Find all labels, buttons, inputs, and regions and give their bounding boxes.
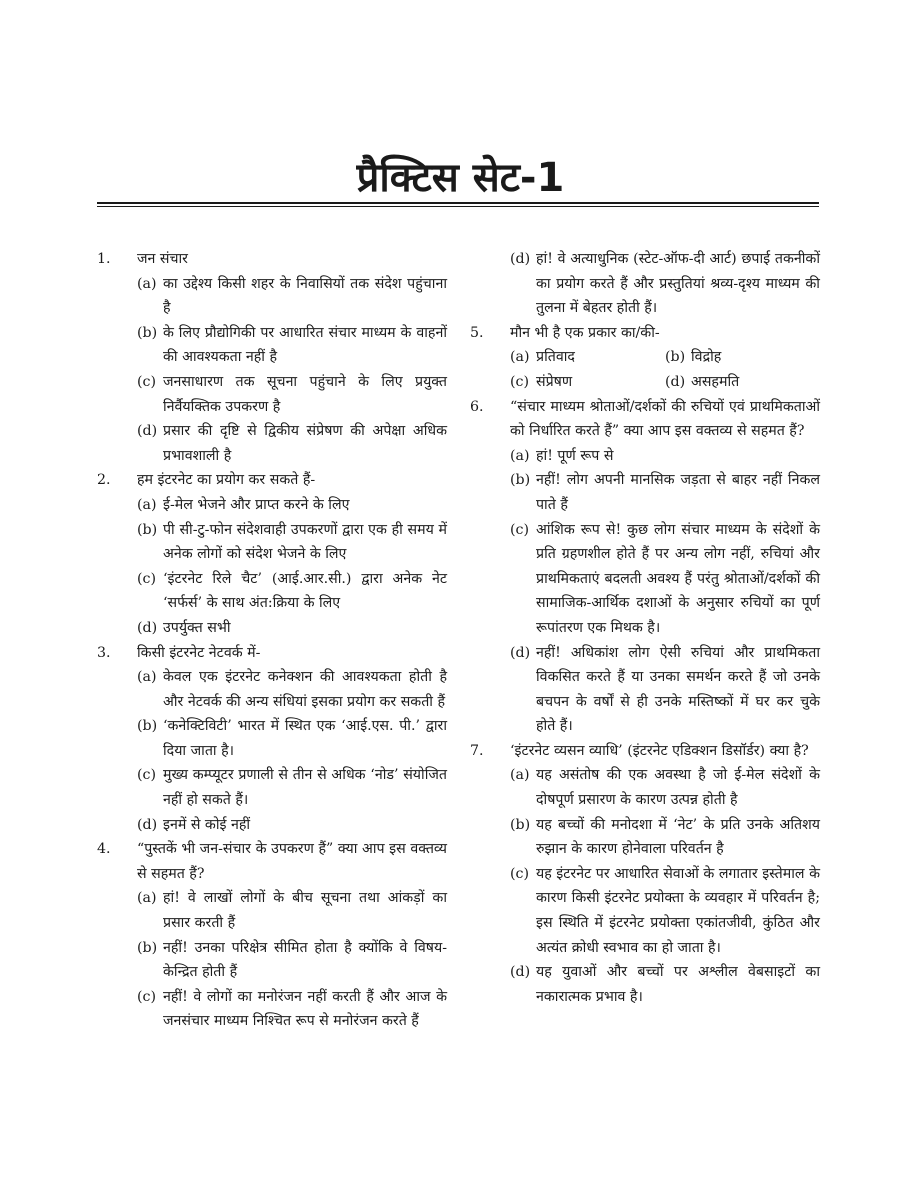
option-text: पी सी-टु-फोन संदेशवाही उपकरणों द्वारा एक ही समय में अनेक लोगों को संदेश भेजने के लिए — [163, 521, 447, 563]
option-label: (b) — [510, 472, 531, 489]
option-label: (a) — [137, 275, 157, 292]
option-text: मुख्य कम्प्यूटर प्रणाली से तीन से अधिक ‘नोड’ संयोजित नहीं हो सकते हैं। — [163, 767, 447, 809]
question-number: 4. — [97, 841, 111, 858]
option-a — [510, 345, 665, 370]
option-text: नहीं! वे लोगों का मनोरंजन नहीं करती हैं और आज के जनसंचार माध्यम निश्चित रूप से मनोरंजन करते हैं — [163, 988, 447, 1030]
question-4-continued — [470, 247, 820, 321]
option-text: यह असंतोष की एक अवस्था है जो ई-मेल संदेशों के दोषपूर्ण प्रसारण के कारण उत्पन्न होती है — [536, 767, 820, 809]
option-a — [510, 444, 820, 469]
option-label: (c) — [137, 373, 157, 390]
option-text: आंशिक रूप से! कुछ लोग संचार माध्यम के संदेशों के प्रति ग्रहणशील होते हैं पर अन्य लोग नहीं, रुचियां और प्राथमिकताएं बदलती अवश्य हैं परंतु श्रोताओं/दर्शकों की सामाजिक-आर्थिक दशाओं के अनुसार रुचियों का पूर्ण रूपांतरण एक मिथक है। — [536, 521, 820, 636]
question-2 — [97, 468, 447, 640]
option-text: यह इंटरनेट पर आधारित सेवाओं के लगातार इस्तेमाल के कारण किसी इंटरनेट प्रयोक्ता के व्यवहार में परिवर्तन है; इस स्थिति में इंटरनेट प्रयोक्ता एकांतजीवी, कुंठित और अत्यंत क्रोधी स्वभाव का हो जाता है। — [536, 865, 820, 956]
option-label: (a) — [510, 767, 530, 784]
option-label: (d) — [137, 423, 158, 440]
option-text: प्रसार की दृष्टि से द्विकीय संप्रेषण की अपेक्षा अधिक प्रभावशाली है — [163, 423, 447, 464]
left-column — [97, 247, 447, 1034]
page-title: प्रैक्टिस सेट-1 — [356, 155, 565, 201]
option-label: (c) — [137, 988, 157, 1005]
option-c — [510, 370, 665, 395]
question-stem: जन संचार — [137, 251, 188, 267]
option-label: (a) — [137, 669, 157, 686]
option-text: विद्रोह — [691, 349, 722, 366]
option-d — [137, 419, 447, 468]
question-stem: “पुस्तकें भी जन-संचार के उपकरण हैं” क्या आप इस वक्तव्य से सहमत हैं? — [137, 841, 447, 882]
option-label: (c) — [510, 521, 530, 538]
option-text: जनसाधारण तक सूचना पहुंचाने के लिए प्रयुक्त निर्वैयक्तिक उपकरण है — [163, 373, 447, 415]
options-grid — [510, 345, 820, 394]
option-b — [510, 468, 820, 517]
option-b — [137, 936, 447, 985]
option-d — [137, 813, 447, 838]
option-label: (d) — [137, 619, 158, 636]
option-label: (d) — [510, 644, 531, 661]
option-d — [510, 247, 820, 321]
option-b — [137, 518, 447, 567]
option-c — [137, 567, 447, 616]
option-text: नहीं! अधिकांश लोग ऐसी रुचियां और प्राथमिकता विकसित करते हैं या उनका समर्थन करते हैं जो उनके बचपन के वर्षों से ही उनके मस्तिष्कों में घर कर चुके होते हैं। — [536, 644, 820, 735]
option-label: (c) — [510, 865, 530, 882]
right-column — [470, 247, 820, 1009]
option-d — [137, 616, 447, 641]
option-a — [510, 763, 820, 812]
option-b — [665, 345, 815, 370]
option-d — [510, 960, 820, 1009]
option-label: (b) — [665, 349, 686, 366]
option-text: उपर्युक्त सभी — [163, 619, 231, 636]
option-text: ई-मेल भेजने और प्राप्त करने के लिए — [163, 496, 350, 513]
option-label: (b) — [137, 521, 158, 538]
option-label: (b) — [137, 939, 158, 956]
option-label: (b) — [137, 718, 158, 735]
option-text: केवल एक इंटरनेट कनेक्शन की आवश्यकता होती है और नेटवर्क की अन्य संधियां इसका प्रयोग कर सकती हैं — [163, 669, 447, 710]
question-4 — [97, 837, 447, 1034]
option-label: (b) — [137, 324, 158, 341]
option-text: प्रतिवाद — [536, 349, 575, 366]
option-a — [137, 493, 447, 518]
option-label: (a) — [510, 349, 530, 366]
option-label: (c) — [137, 767, 157, 784]
title-divider-thin — [97, 206, 819, 207]
option-text: हां! पूर्ण रूप से — [536, 447, 614, 464]
option-a — [137, 886, 447, 935]
option-text: का उद्देश्य किसी शहर के निवासियों तक संदेश पहुंचाना है — [163, 275, 447, 317]
option-label: (d) — [137, 816, 158, 833]
option-label: (d) — [510, 964, 531, 981]
question-stem: हम इंटरनेट का प्रयोग कर सकते हैं- — [137, 472, 316, 489]
option-text: हां! वे अत्याधुनिक (स्टेट-ऑफ-दी आर्ट) छपाई तकनीकों का प्रयोग करते हैं और प्रस्तुतियां श्रव्य-दृश्य माध्यम की तुलना में बेहतर होती हैं। — [536, 251, 820, 317]
question-number: 3. — [97, 644, 111, 661]
option-label: (d) — [665, 373, 686, 390]
option-label: (a) — [137, 496, 157, 513]
option-label: (b) — [510, 816, 531, 833]
question-3 — [97, 641, 447, 838]
option-text: नहीं! लोग अपनी मानसिक जड़ता से बाहर नहीं निकल पाते हैं — [536, 472, 820, 513]
option-a — [137, 272, 447, 321]
option-text: हां! वे लाखों लोगों के बीच सूचना तथा आंकड़ों का प्रसार करती हैं — [163, 890, 447, 932]
option-label: (c) — [137, 570, 157, 587]
option-label: (c) — [510, 373, 530, 390]
option-b — [137, 714, 447, 763]
option-text: ‘कनेक्टिविटी’ भारत में स्थित एक ‘आई.एस. पी.’ द्वारा दिया जाता है। — [163, 718, 447, 759]
option-text: नहीं! उनका परिक्षेत्र सीमित होता है क्योंकि वे विषय-केन्द्रित होती हैं — [163, 939, 447, 981]
question-5 — [470, 321, 820, 395]
option-b — [137, 321, 447, 370]
option-d — [665, 370, 815, 395]
option-c — [510, 862, 820, 960]
question-stem: ‘इंटरनेट व्यसन व्याधि’ (इंटरनेट एडिक्शन डिसॉर्डर) क्या है? — [510, 742, 809, 759]
option-c — [137, 763, 447, 812]
question-number: 5. — [470, 324, 484, 341]
question-1 — [97, 247, 447, 468]
option-text: असहमति — [691, 373, 740, 390]
option-a — [137, 665, 447, 714]
question-6 — [470, 395, 820, 739]
option-label: (d) — [510, 251, 531, 267]
option-text: इनमें से कोई नहीं — [163, 816, 251, 833]
question-7 — [470, 739, 820, 1010]
option-c — [510, 518, 820, 641]
question-number: 7. — [470, 742, 484, 759]
title-divider — [97, 202, 819, 204]
option-label: (a) — [510, 447, 530, 464]
option-label: (a) — [137, 890, 157, 907]
question-number: 2. — [97, 472, 111, 489]
option-b — [510, 813, 820, 862]
option-text: ‘इंटरनेट रिले चैट’ (आई.आर.सी.) द्वारा अनेक नेट ‘सर्फर्स’ के साथ अंत:क्रिया के लिए — [163, 570, 447, 612]
option-text: यह युवाओं और बच्चों पर अश्लील वेबसाइटों का नकारात्मक प्रभाव है। — [536, 964, 820, 1005]
option-text: संप्रेषण — [536, 373, 573, 390]
option-text: के लिए प्रौद्योगिकी पर आधारित संचार माध्यम के वाहनों की आवश्यकता नहीं है — [163, 324, 447, 366]
option-d — [510, 641, 820, 739]
question-stem: मौन भी है एक प्रकार का/की- — [510, 324, 660, 341]
option-c — [137, 985, 447, 1034]
question-number: 1. — [97, 251, 111, 267]
question-stem: “संचार माध्यम श्रोताओं/दर्शकों की रुचियों एवं प्राथमिकताओं को निर्धारित करते हैं” क्या आप इस वक्तव्य से सहमत हैं? — [510, 398, 820, 440]
question-number: 6. — [470, 398, 484, 415]
option-c — [137, 370, 447, 419]
question-stem: किसी इंटरनेट नेटवर्क में- — [137, 644, 261, 661]
option-text: यह बच्चों की मनोदशा में ‘नेट’ के प्रति उनके अतिशय रुझान के कारण होनेवाला परिवर्तन है — [536, 816, 820, 858]
